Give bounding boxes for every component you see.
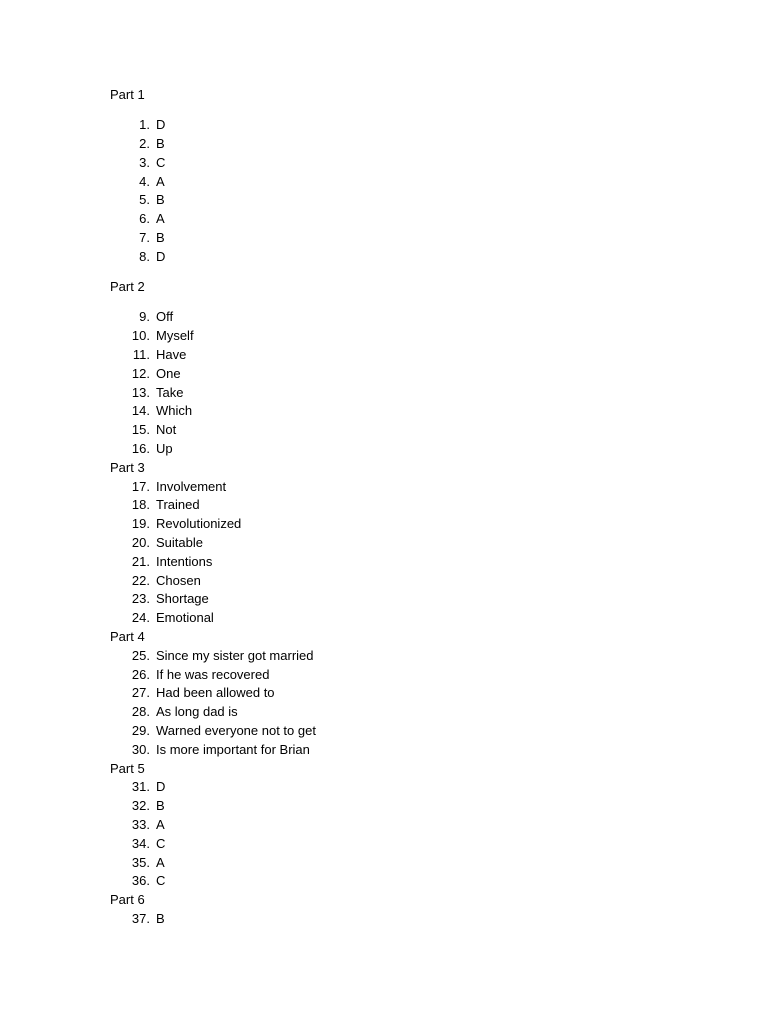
item-answer: C xyxy=(156,154,166,170)
item-answer: D xyxy=(156,117,166,133)
item-number: 4. xyxy=(139,173,150,189)
list-item xyxy=(110,590,670,609)
list-item xyxy=(110,365,670,384)
list-item xyxy=(110,741,670,760)
list-item xyxy=(110,835,670,854)
item-answer: D xyxy=(156,248,166,264)
item-answer: Trained xyxy=(156,497,200,513)
list-item xyxy=(110,647,670,666)
list-item xyxy=(110,854,670,873)
item-number: 36. xyxy=(131,873,150,889)
item-answer: Had been allowed to xyxy=(156,685,275,701)
list-item xyxy=(110,440,670,459)
item-number: 14. xyxy=(131,403,150,419)
item-number: 26. xyxy=(131,666,150,682)
item-answer: A xyxy=(156,173,165,189)
list-item xyxy=(110,778,670,797)
item-answer: C xyxy=(156,873,166,889)
item-answer: Since my sister got married xyxy=(156,647,314,663)
part-4-heading: Part 4 xyxy=(110,629,145,645)
item-answer: A xyxy=(156,854,165,870)
item-number: 23. xyxy=(131,591,150,607)
list-item xyxy=(110,553,670,572)
item-number: 2. xyxy=(139,136,150,152)
item-answer: B xyxy=(156,136,165,152)
list-item xyxy=(110,346,670,365)
part-2-heading: Part 2 xyxy=(110,279,145,295)
item-number: 12. xyxy=(131,365,150,381)
item-number: 11. xyxy=(132,347,150,363)
list-item xyxy=(110,229,670,248)
list-item xyxy=(110,308,670,327)
list-item xyxy=(110,402,670,421)
item-number: 29. xyxy=(131,723,150,738)
list-item xyxy=(110,496,670,515)
item-answer: B xyxy=(156,910,165,926)
item-number: 22. xyxy=(131,572,150,588)
part-1-heading: Part 1 xyxy=(110,87,145,102)
list-item xyxy=(110,421,670,440)
item-number: 27. xyxy=(131,685,150,701)
item-number: 15. xyxy=(131,422,150,438)
item-answer: Emotional xyxy=(156,610,214,626)
item-answer: C xyxy=(156,835,166,851)
item-answer: One xyxy=(156,365,181,381)
list-item xyxy=(110,191,670,210)
list-item xyxy=(110,173,670,192)
list-item xyxy=(110,384,670,403)
item-answer: Off xyxy=(156,309,174,325)
list-item xyxy=(110,703,670,722)
list-item xyxy=(110,515,670,534)
item-answer: Myself xyxy=(156,328,194,344)
item-answer: Have xyxy=(156,347,187,363)
item-answer: B xyxy=(156,230,165,246)
item-number: 19. xyxy=(131,516,150,532)
item-answer: Chosen xyxy=(156,572,201,588)
item-answer: A xyxy=(156,816,165,832)
list-item xyxy=(110,722,670,741)
item-number: 25. xyxy=(131,647,150,663)
item-answer: A xyxy=(156,211,165,227)
list-item xyxy=(110,910,670,929)
list-item xyxy=(110,872,670,891)
part-6-heading: Part 6 xyxy=(110,892,145,908)
part-2-answers xyxy=(110,308,670,458)
item-answer: If he was recovered xyxy=(156,666,270,682)
item-number: 20. xyxy=(131,535,150,551)
item-answer: Involvement xyxy=(156,478,227,494)
item-number: 31. xyxy=(131,779,150,795)
item-number: 18. xyxy=(131,497,150,513)
answer-key xyxy=(110,86,670,929)
item-answer: Not xyxy=(156,422,177,438)
item-number: 8. xyxy=(139,248,150,264)
item-answer: Intentions xyxy=(156,553,213,569)
item-number: 7. xyxy=(139,230,150,246)
item-number: 35. xyxy=(131,854,150,870)
part-5-answers xyxy=(110,778,670,891)
list-item xyxy=(110,248,670,267)
item-answer: Shortage xyxy=(156,591,209,607)
list-item xyxy=(110,572,670,591)
item-number: 9. xyxy=(139,309,150,325)
part-5-heading: Part 5 xyxy=(110,760,145,776)
list-item xyxy=(110,666,670,685)
item-number: 1. xyxy=(139,117,150,133)
item-number: 13. xyxy=(131,384,150,400)
item-answer: Revolutionized xyxy=(156,516,242,532)
item-answer: As long dad is xyxy=(156,704,238,720)
item-answer: Suitable xyxy=(156,535,203,551)
list-item xyxy=(110,210,670,229)
list-item xyxy=(110,534,670,553)
list-item xyxy=(110,478,670,497)
list-item xyxy=(110,684,670,703)
item-number: 32. xyxy=(131,798,150,814)
item-answer: Up xyxy=(156,441,173,457)
part-1-answers xyxy=(110,116,670,266)
part-6-answers xyxy=(110,910,670,929)
part-4-answers xyxy=(110,647,670,760)
item-number: 16. xyxy=(131,441,150,457)
item-answer: D xyxy=(156,779,166,795)
item-answer: Is more important for Brian xyxy=(156,741,310,757)
item-number: 30. xyxy=(131,741,150,757)
item-number: 17. xyxy=(131,478,150,494)
part-3-heading: Part 3 xyxy=(110,459,145,475)
list-item xyxy=(110,116,670,135)
list-item xyxy=(110,816,670,835)
list-item xyxy=(110,327,670,346)
list-item xyxy=(110,797,670,816)
item-number: 6. xyxy=(139,211,150,227)
item-number: 33. xyxy=(131,816,150,832)
item-answer: B xyxy=(156,798,165,814)
part-3-answers xyxy=(110,478,670,628)
item-number: 24. xyxy=(131,610,150,626)
item-number: 5. xyxy=(139,192,150,208)
list-item xyxy=(110,154,670,173)
item-number: 28. xyxy=(131,704,150,720)
item-answer: Warned everyone not to get xyxy=(156,723,316,738)
item-answer: Take xyxy=(156,384,184,400)
item-number: 21. xyxy=(131,553,150,569)
item-number: 10. xyxy=(131,328,150,344)
list-item xyxy=(110,609,670,628)
list-item xyxy=(110,135,670,154)
item-answer: Which xyxy=(156,403,193,419)
item-number: 3. xyxy=(139,154,150,170)
item-number: 37. xyxy=(131,910,150,926)
item-answer: B xyxy=(156,192,165,208)
item-number: 34. xyxy=(131,835,150,851)
